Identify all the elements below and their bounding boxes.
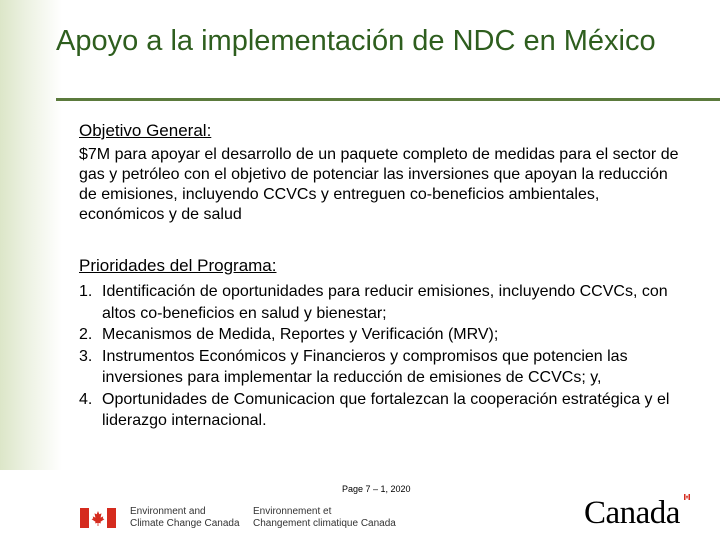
canada-flag-icon: [80, 508, 116, 528]
list-item: [79, 389, 689, 432]
agency-fr-line2: Changement climatique Canada: [253, 518, 396, 529]
title-divider: [56, 98, 720, 101]
list-item-number: 1.: [79, 283, 93, 300]
canada-wordmark: [584, 494, 706, 530]
objective-heading: Objetivo General:: [79, 121, 212, 140]
list-item-number: 3.: [79, 347, 93, 365]
list-item-text: Instrumentos Económicos y Financieros y compromisos que potencien las inversiones para implementar la reducción de emisiones de CCVCs; y,: [102, 347, 628, 386]
list-item-text: Oportunidades de Comunicacion que fortalezcan la cooperación estratégica y el liderazgo internacional.: [102, 390, 670, 429]
list-item-text: Mecanismos de Medida, Reportes y Verificación (MRV);: [102, 326, 499, 343]
priorities-heading: Prioridades del Programa:: [79, 256, 277, 275]
left-decorative-gradient: [0, 0, 62, 470]
list-item-number: 4.: [79, 390, 93, 408]
slide-title: Apoyo a la implementación de NDC en México: [56, 25, 656, 57]
agency-en-line2: Climate Change Canada: [130, 518, 240, 529]
list-item-number: 2.: [79, 326, 93, 343]
wordmark-flag-icon: [684, 494, 690, 500]
page-number: Page 7 – 1, 2020: [342, 484, 411, 494]
list-item-text: Identificación de oportunidades para reducir emisiones, incluyendo CCVCs, con altos co-beneficios en salud y bienestar;: [102, 283, 668, 322]
list-item: [79, 346, 689, 389]
agency-name-english: [130, 506, 240, 530]
agency-fr-line1: Environnement et: [253, 506, 332, 517]
priorities-list: [79, 281, 689, 432]
list-item: [79, 324, 689, 346]
wordmark-text: Canada: [584, 495, 680, 531]
list-item: [79, 281, 689, 324]
objective-text: $7M para apoyar el desarrollo de un paquete completo de medidas para el sector de gas y petróleo con el objetivo de potenciar las inversiones que apoyan la reducción de emisiones, incluyendo CCVCs y entreguen co-beneficios ambientales, económicos y de salud: [79, 146, 679, 223]
agency-name-french: [253, 506, 396, 530]
agency-en-line1: Environment and: [130, 506, 206, 517]
